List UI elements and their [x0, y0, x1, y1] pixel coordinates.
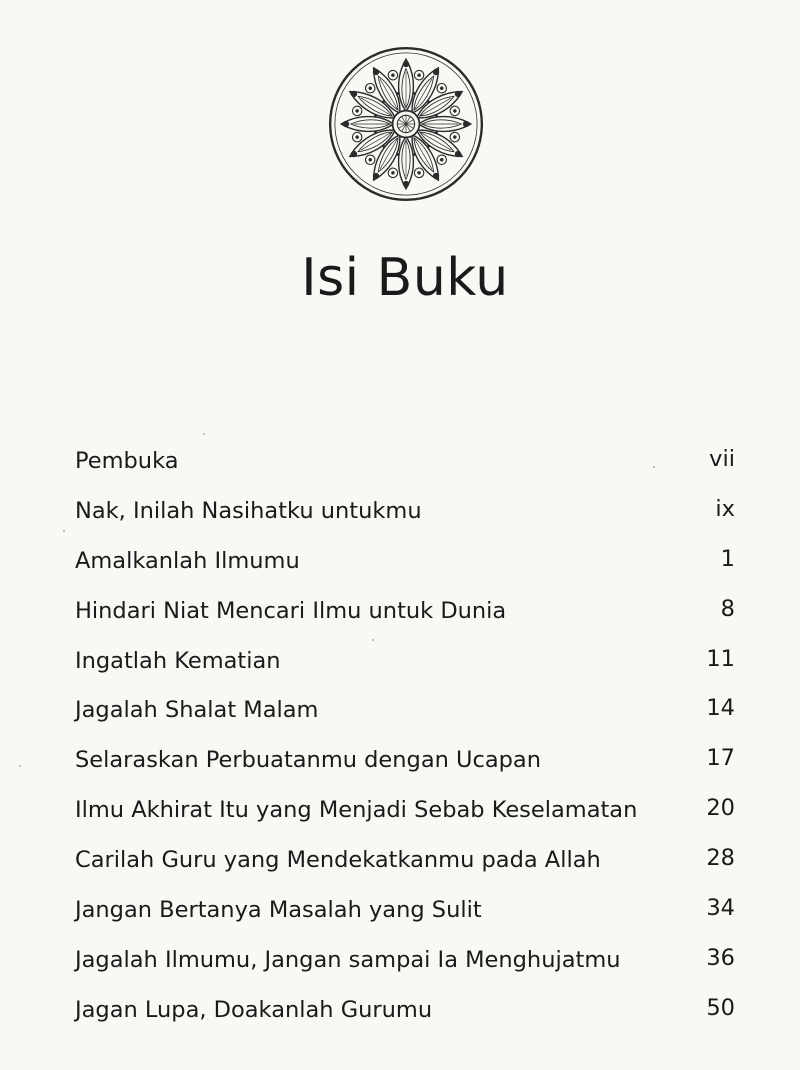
toc-entry — [75, 991, 735, 1041]
toc-entry-title: Jagalah Ilmumu, Jangan sampai Ia Menghujatmu — [75, 946, 621, 973]
toc-entry-title: Amalkanlah Ilmumu — [75, 547, 300, 574]
paper-speck — [203, 433, 205, 435]
paper-speck — [63, 530, 65, 532]
toc-entry — [75, 642, 735, 692]
toc-entry-page-number: 36 — [706, 944, 735, 971]
toc-entry-page-number: 8 — [720, 595, 735, 622]
toc-entry — [75, 442, 735, 492]
toc-entry-page-number: 17 — [706, 745, 735, 772]
toc-entry — [75, 741, 735, 791]
toc-entry-page-number: ix — [715, 495, 735, 522]
toc-entry — [75, 841, 735, 891]
toc-entry-page-number: 14 — [706, 695, 735, 722]
table-of-contents — [75, 442, 735, 1041]
toc-entry-page-number: vii — [709, 446, 735, 472]
toc-entry — [75, 592, 735, 642]
page-title: Isi Buku — [301, 248, 509, 308]
toc-entry — [75, 691, 735, 741]
toc-entry-title: Pembuka — [75, 448, 179, 474]
paper-speck — [372, 639, 374, 641]
toc-entry-page-number: 11 — [706, 645, 735, 672]
paper-speck — [19, 765, 21, 767]
paper-speck — [653, 466, 655, 468]
toc-entry-title: Carilah Guru yang Mendekatkanmu pada Allah — [75, 847, 601, 874]
toc-entry-page-number: 50 — [706, 994, 735, 1021]
toc-entry-title: Nak, Inilah Nasihatku untukmu — [75, 497, 422, 524]
toc-entry-page-number: 34 — [706, 895, 735, 922]
toc-entry-title: Hindari Niat Mencari Ilmu untuk Dunia — [75, 597, 507, 624]
toc-entry-page-number: 28 — [706, 845, 735, 872]
toc-entry — [75, 941, 735, 991]
toc-entry — [75, 542, 735, 592]
toc-entry — [75, 891, 735, 941]
toc-entry-title: Jagalah Shalat Malam — [75, 697, 319, 724]
toc-entry — [75, 492, 735, 542]
toc-entry-title: Selaraskan Perbuatanmu dengan Ucapan — [75, 747, 541, 774]
toc-entry-page-number: 1 — [720, 545, 735, 572]
ornament-icon — [327, 45, 485, 203]
toc-entry-title: Ilmu Akhirat Itu yang Menjadi Sebab Keselamatan — [75, 797, 638, 824]
toc-entry-title: Ingatlah Kematian — [75, 647, 281, 674]
toc-entry-page-number: 20 — [706, 795, 735, 822]
toc-entry — [75, 791, 735, 841]
toc-entry-title: Jangan Bertanya Masalah yang Sulit — [75, 897, 482, 924]
toc-entry-title: Jagan Lupa, Doakanlah Gurumu — [75, 996, 433, 1023]
